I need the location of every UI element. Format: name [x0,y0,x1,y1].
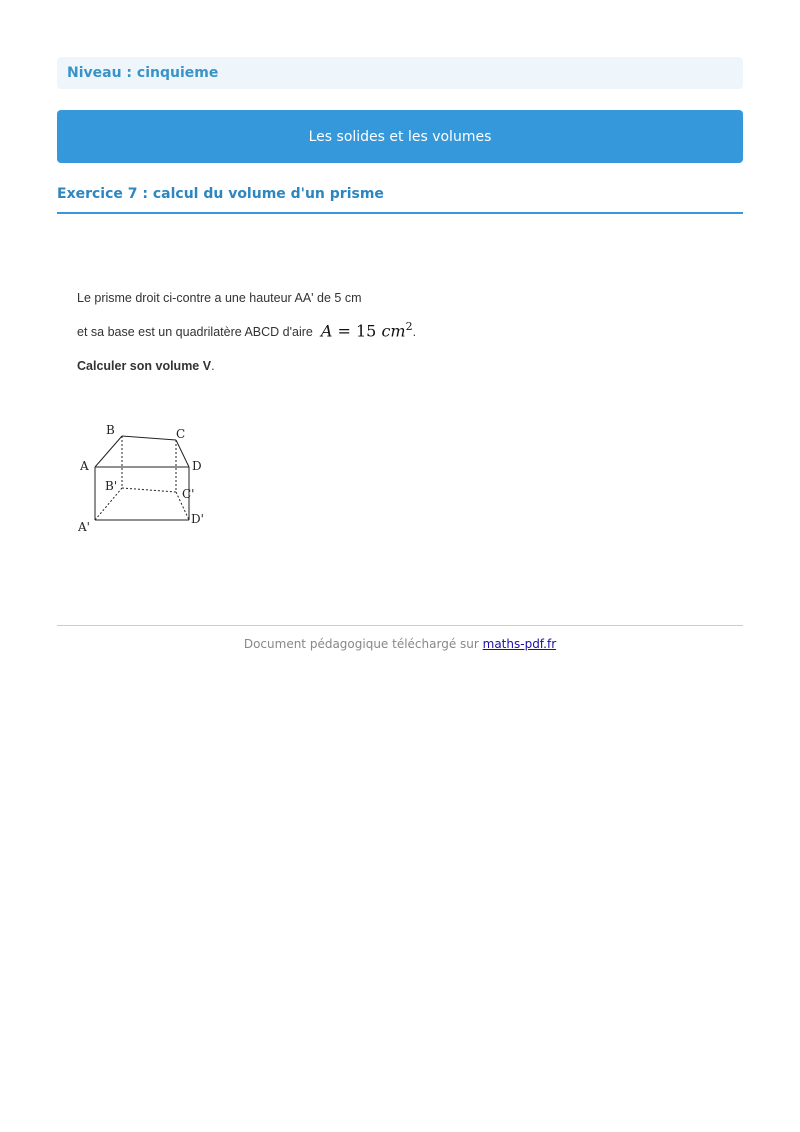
statement-line-2-text: et sa base est un quadrilatère ABCD d'aire [77,325,313,340]
exercise-title: Exercice 7 : calcul du volume d'un prisme [57,186,384,202]
formula-exponent: 2 [405,320,413,333]
footer-link[interactable]: maths-pdf.fr [482,637,557,651]
label-B: B [106,423,115,437]
formula-area-symbol: A [320,321,333,341]
edge-BC [122,436,176,440]
formula-period: . [412,325,417,340]
footer [57,637,743,651]
edge-CD [176,440,189,467]
statement-question-period: . [211,359,215,373]
area-formula [321,320,413,340]
label-C-prime: C' [182,487,195,501]
label-D: D [192,459,202,473]
prism-figure [70,418,220,540]
formula-equals-value: = 15 [332,321,382,341]
level-heading [57,57,743,89]
formula-unit: cm [381,321,406,341]
label-A: A [80,459,89,473]
statement-line-2 [77,320,416,340]
statement-line-3 [77,359,215,373]
statement-question: Calculer son volume V [77,359,212,373]
edge-B-prime-C-prime-hidden [122,488,176,492]
level-text: Niveau : cinquieme [67,65,219,81]
prism-diagram [70,418,220,540]
statement-line-1: Le prisme droit ci-contre a une hauteur AA' de 5 cm [77,291,362,305]
title-divider [57,212,743,214]
chapter-banner [57,110,743,163]
label-C: C [176,427,186,441]
edge-AB [95,436,122,467]
footer-text: Document pédagogique téléchargé sur [243,637,483,651]
label-B-prime: B' [105,479,118,493]
label-D-prime: D' [191,512,204,526]
label-A-prime: A' [78,520,90,534]
chapter-title: Les solides et les volumes [308,128,492,145]
footer-divider [57,625,743,626]
